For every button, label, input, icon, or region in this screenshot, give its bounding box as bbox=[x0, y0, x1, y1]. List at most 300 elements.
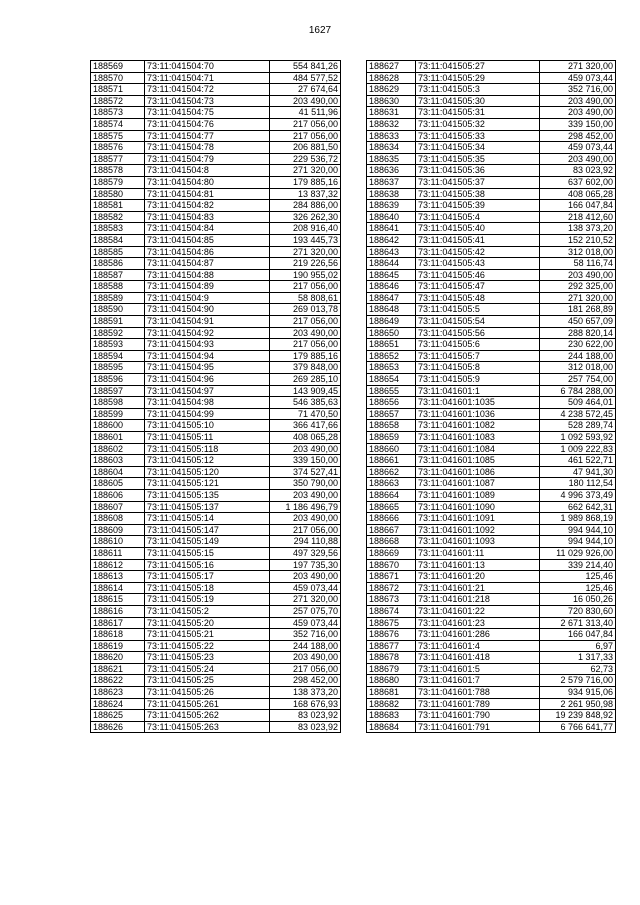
table-row bbox=[91, 61, 341, 73]
value-cell: 47 941,30 bbox=[540, 466, 616, 478]
record-number-cell: 188587 bbox=[91, 269, 145, 281]
cadastral-number-cell: 73:11:041601:418 bbox=[416, 652, 540, 664]
cadastral-number-cell: 73:11:041504:99 bbox=[145, 408, 270, 420]
record-number-cell: 188676 bbox=[367, 629, 416, 641]
value-cell: 217 056,00 bbox=[270, 281, 341, 293]
table-row bbox=[91, 513, 341, 525]
cadastral-number-cell: 73:11:041505:33 bbox=[416, 130, 540, 142]
record-number-cell: 188623 bbox=[91, 687, 145, 699]
value-cell: 217 056,00 bbox=[270, 316, 341, 328]
value-cell: 271 320,00 bbox=[270, 594, 341, 606]
cadastral-number-cell: 73:11:041601:4 bbox=[416, 640, 540, 652]
table-row bbox=[367, 374, 616, 386]
cadastral-number-cell: 73:11:041601:13 bbox=[416, 559, 540, 571]
value-cell: 528 289,74 bbox=[540, 420, 616, 432]
value-cell: 208 916,40 bbox=[270, 223, 341, 235]
value-cell: 83 023,92 bbox=[270, 721, 341, 733]
table-row bbox=[367, 594, 616, 606]
cadastral-number-cell: 73:11:041505:38 bbox=[416, 188, 540, 200]
value-cell: 271 320,00 bbox=[270, 246, 341, 258]
cadastral-number-cell: 73:11:041504:73 bbox=[145, 95, 270, 107]
table-row bbox=[367, 281, 616, 293]
record-number-cell: 188591 bbox=[91, 316, 145, 328]
record-number-cell: 188585 bbox=[91, 246, 145, 258]
record-number-cell: 188581 bbox=[91, 200, 145, 212]
value-cell: 203 490,00 bbox=[270, 513, 341, 525]
record-number-cell: 188600 bbox=[91, 420, 145, 432]
value-cell: 190 955,02 bbox=[270, 269, 341, 281]
cadastral-number-cell: 73:11:041601:790 bbox=[416, 710, 540, 722]
cadastral-number-cell: 73:11:041504:89 bbox=[145, 281, 270, 293]
table-row bbox=[367, 234, 616, 246]
value-cell: 379 848,00 bbox=[270, 362, 341, 374]
value-cell: 203 490,00 bbox=[540, 153, 616, 165]
value-cell: 197 735,30 bbox=[270, 559, 341, 571]
record-number-cell: 188648 bbox=[367, 304, 416, 316]
value-cell: 179 885,16 bbox=[270, 176, 341, 188]
cadastral-number-cell: 73:11:041505:121 bbox=[145, 478, 270, 490]
table-row bbox=[367, 443, 616, 455]
record-number-cell: 188645 bbox=[367, 269, 416, 281]
cadastral-number-cell: 73:11:041505:56 bbox=[416, 327, 540, 339]
cadastral-number-cell: 73:11:041504:86 bbox=[145, 246, 270, 258]
value-cell: 181 268,89 bbox=[540, 304, 616, 316]
value-cell: 366 417,66 bbox=[270, 420, 341, 432]
cadastral-number-cell: 73:11:041505:17 bbox=[145, 571, 270, 583]
table-row bbox=[367, 292, 616, 304]
record-number-cell: 188605 bbox=[91, 478, 145, 490]
value-cell: 257 075,70 bbox=[270, 605, 341, 617]
table-row bbox=[91, 687, 341, 699]
table-row bbox=[367, 385, 616, 397]
cadastral-number-cell: 73:11:041601:23 bbox=[416, 617, 540, 629]
cadastral-number-cell: 73:11:041505:37 bbox=[416, 176, 540, 188]
value-cell: 484 577,52 bbox=[270, 72, 341, 84]
table-row bbox=[367, 617, 616, 629]
cadastral-number-cell: 73:11:041505:16 bbox=[145, 559, 270, 571]
value-cell: 6 766 641,77 bbox=[540, 721, 616, 733]
cadastral-number-cell: 73:11:041505:54 bbox=[416, 316, 540, 328]
table-row bbox=[367, 524, 616, 536]
table-row bbox=[367, 559, 616, 571]
value-cell: 288 820,14 bbox=[540, 327, 616, 339]
record-number-cell: 188604 bbox=[91, 466, 145, 478]
table-row bbox=[367, 223, 616, 235]
value-cell: 217 056,00 bbox=[270, 663, 341, 675]
cadastral-number-cell: 73:11:041504:93 bbox=[145, 339, 270, 351]
table-row bbox=[91, 629, 341, 641]
record-number-cell: 188643 bbox=[367, 246, 416, 258]
value-cell: 450 657,09 bbox=[540, 316, 616, 328]
cadastral-number-cell: 73:11:041504:70 bbox=[145, 61, 270, 73]
value-cell: 339 150,00 bbox=[540, 118, 616, 130]
cadastral-number-cell: 73:11:041505:25 bbox=[145, 675, 270, 687]
record-number-cell: 188597 bbox=[91, 385, 145, 397]
record-number-cell: 188619 bbox=[91, 640, 145, 652]
table-row bbox=[91, 304, 341, 316]
table-row bbox=[91, 385, 341, 397]
cadastral-number-cell: 73:11:041505:118 bbox=[145, 443, 270, 455]
table-row bbox=[367, 605, 616, 617]
value-cell: 459 073,44 bbox=[540, 72, 616, 84]
record-number-cell: 188650 bbox=[367, 327, 416, 339]
value-cell: 71 470,50 bbox=[270, 408, 341, 420]
cadastral-number-cell: 73:11:041505:40 bbox=[416, 223, 540, 235]
record-number-cell: 188615 bbox=[91, 594, 145, 606]
record-number-cell: 188602 bbox=[91, 443, 145, 455]
value-cell: 408 065,28 bbox=[270, 432, 341, 444]
value-cell: 294 110,88 bbox=[270, 536, 341, 548]
record-number-cell: 188667 bbox=[367, 524, 416, 536]
table-row bbox=[367, 675, 616, 687]
value-cell: 509 464,01 bbox=[540, 397, 616, 409]
table-row bbox=[367, 710, 616, 722]
cadastral-number-cell: 73:11:041601:789 bbox=[416, 698, 540, 710]
record-number-cell: 188569 bbox=[91, 61, 145, 73]
table-row bbox=[91, 489, 341, 501]
value-cell: 4 238 572,45 bbox=[540, 408, 616, 420]
value-cell: 326 262,30 bbox=[270, 211, 341, 223]
table-row bbox=[367, 397, 616, 409]
table-row bbox=[367, 721, 616, 733]
table-row bbox=[367, 211, 616, 223]
value-cell: 6 784 288,00 bbox=[540, 385, 616, 397]
record-number-cell: 188606 bbox=[91, 489, 145, 501]
value-cell: 19 239 848,92 bbox=[540, 710, 616, 722]
value-cell: 312 018,00 bbox=[540, 246, 616, 258]
cadastral-number-cell: 73:11:041505:46 bbox=[416, 269, 540, 281]
value-cell: 271 320,00 bbox=[270, 165, 341, 177]
table-row bbox=[367, 118, 616, 130]
value-cell: 206 881,50 bbox=[270, 142, 341, 154]
record-number-cell: 188649 bbox=[367, 316, 416, 328]
cadastral-number-cell: 73:11:041505:14 bbox=[145, 513, 270, 525]
record-number-cell: 188599 bbox=[91, 408, 145, 420]
cadastral-number-cell: 73:11:041601:1084 bbox=[416, 443, 540, 455]
record-number-cell: 188609 bbox=[91, 524, 145, 536]
record-number-cell: 188630 bbox=[367, 95, 416, 107]
table-row bbox=[91, 432, 341, 444]
register-table-right bbox=[366, 60, 616, 733]
value-cell: 374 527,41 bbox=[270, 466, 341, 478]
record-number-cell: 188671 bbox=[367, 571, 416, 583]
value-cell: 292 325,00 bbox=[540, 281, 616, 293]
value-cell: 203 490,00 bbox=[270, 652, 341, 664]
record-number-cell: 188577 bbox=[91, 153, 145, 165]
cadastral-number-cell: 73:11:041601:20 bbox=[416, 571, 540, 583]
table-row bbox=[91, 408, 341, 420]
table-row bbox=[367, 547, 616, 559]
cadastral-number-cell: 73:11:041505:2 bbox=[145, 605, 270, 617]
cadastral-number-cell: 73:11:041601:1092 bbox=[416, 524, 540, 536]
table-row bbox=[91, 547, 341, 559]
record-number-cell: 188610 bbox=[91, 536, 145, 548]
record-number-cell: 188582 bbox=[91, 211, 145, 223]
cadastral-number-cell: 73:11:041505:30 bbox=[416, 95, 540, 107]
value-cell: 203 490,00 bbox=[270, 95, 341, 107]
value-cell: 6,97 bbox=[540, 640, 616, 652]
record-number-cell: 188678 bbox=[367, 652, 416, 664]
record-number-cell: 188662 bbox=[367, 466, 416, 478]
record-number-cell: 188681 bbox=[367, 687, 416, 699]
cadastral-number-cell: 73:11:041505:7 bbox=[416, 350, 540, 362]
table-row bbox=[91, 95, 341, 107]
value-cell: 217 056,00 bbox=[270, 118, 341, 130]
value-cell: 459 073,44 bbox=[270, 582, 341, 594]
record-number-cell: 188573 bbox=[91, 107, 145, 119]
value-cell: 83 023,92 bbox=[540, 165, 616, 177]
record-number-cell: 188598 bbox=[91, 397, 145, 409]
cadastral-number-cell: 73:11:041505:19 bbox=[145, 594, 270, 606]
cadastral-number-cell: 73:11:041504:88 bbox=[145, 269, 270, 281]
table-row bbox=[367, 432, 616, 444]
cadastral-number-cell: 73:11:041505:149 bbox=[145, 536, 270, 548]
cadastral-number-cell: 73:11:041505:39 bbox=[416, 200, 540, 212]
cadastral-number-cell: 73:11:041601:1086 bbox=[416, 466, 540, 478]
record-number-cell: 188621 bbox=[91, 663, 145, 675]
record-number-cell: 188590 bbox=[91, 304, 145, 316]
record-number-cell: 188640 bbox=[367, 211, 416, 223]
table-row bbox=[367, 176, 616, 188]
table-row bbox=[91, 246, 341, 258]
table-row bbox=[91, 466, 341, 478]
record-number-cell: 188611 bbox=[91, 547, 145, 559]
record-number-cell: 188639 bbox=[367, 200, 416, 212]
record-number-cell: 188584 bbox=[91, 234, 145, 246]
table-row bbox=[367, 350, 616, 362]
cadastral-number-cell: 73:11:041505:18 bbox=[145, 582, 270, 594]
value-cell: 138 373,20 bbox=[270, 687, 341, 699]
cadastral-number-cell: 73:11:041504:80 bbox=[145, 176, 270, 188]
value-cell: 58 808,61 bbox=[270, 292, 341, 304]
value-cell: 16 050,26 bbox=[540, 594, 616, 606]
register-table-left bbox=[90, 60, 341, 733]
table-row bbox=[367, 640, 616, 652]
cadastral-number-cell: 73:11:041601:1090 bbox=[416, 501, 540, 513]
cadastral-number-cell: 73:11:041505:34 bbox=[416, 142, 540, 154]
cadastral-number-cell: 73:11:041504:85 bbox=[145, 234, 270, 246]
cadastral-number-cell: 73:11:041505:12 bbox=[145, 455, 270, 467]
table-row bbox=[91, 455, 341, 467]
value-cell: 218 412,60 bbox=[540, 211, 616, 223]
value-cell: 152 210,52 bbox=[540, 234, 616, 246]
record-number-cell: 188657 bbox=[367, 408, 416, 420]
value-cell: 217 056,00 bbox=[270, 524, 341, 536]
cadastral-number-cell: 73:11:041505:15 bbox=[145, 547, 270, 559]
record-number-cell: 188614 bbox=[91, 582, 145, 594]
record-number-cell: 188588 bbox=[91, 281, 145, 293]
value-cell: 637 602,00 bbox=[540, 176, 616, 188]
value-cell: 13 837,32 bbox=[270, 188, 341, 200]
record-number-cell: 188680 bbox=[367, 675, 416, 687]
record-number-cell: 188580 bbox=[91, 188, 145, 200]
value-cell: 352 716,00 bbox=[270, 629, 341, 641]
table-row bbox=[91, 339, 341, 351]
table-row bbox=[367, 501, 616, 513]
record-number-cell: 188634 bbox=[367, 142, 416, 154]
value-cell: 271 320,00 bbox=[540, 292, 616, 304]
record-number-cell: 188579 bbox=[91, 176, 145, 188]
cadastral-number-cell: 73:11:041601:1082 bbox=[416, 420, 540, 432]
cadastral-number-cell: 73:11:041505:32 bbox=[416, 118, 540, 130]
value-cell: 459 073,44 bbox=[540, 142, 616, 154]
cadastral-number-cell: 73:11:041601:791 bbox=[416, 721, 540, 733]
table-row bbox=[91, 153, 341, 165]
cadastral-number-cell: 73:11:041505:261 bbox=[145, 698, 270, 710]
value-cell: 180 112,54 bbox=[540, 478, 616, 490]
table-row bbox=[91, 350, 341, 362]
record-number-cell: 188607 bbox=[91, 501, 145, 513]
table-row bbox=[367, 72, 616, 84]
value-cell: 41 511,96 bbox=[270, 107, 341, 119]
table-row bbox=[367, 582, 616, 594]
record-number-cell: 188684 bbox=[367, 721, 416, 733]
table-row bbox=[367, 95, 616, 107]
value-cell: 298 452,00 bbox=[270, 675, 341, 687]
table-row bbox=[91, 698, 341, 710]
cadastral-number-cell: 73:11:041601:1083 bbox=[416, 432, 540, 444]
table-row bbox=[367, 130, 616, 142]
record-number-cell: 188670 bbox=[367, 559, 416, 571]
record-number-cell: 188589 bbox=[91, 292, 145, 304]
record-number-cell: 188658 bbox=[367, 420, 416, 432]
value-cell: 83 023,92 bbox=[270, 710, 341, 722]
table-row bbox=[91, 362, 341, 374]
value-cell: 1 989 868,19 bbox=[540, 513, 616, 525]
value-cell: 168 676,93 bbox=[270, 698, 341, 710]
table-row bbox=[91, 536, 341, 548]
table-row bbox=[367, 513, 616, 525]
record-number-cell: 188583 bbox=[91, 223, 145, 235]
table-row bbox=[367, 663, 616, 675]
value-cell: 244 188,00 bbox=[270, 640, 341, 652]
cadastral-number-cell: 73:11:041601:1093 bbox=[416, 536, 540, 548]
table-row bbox=[91, 107, 341, 119]
record-number-cell: 188659 bbox=[367, 432, 416, 444]
record-number-cell: 188660 bbox=[367, 443, 416, 455]
table-row bbox=[367, 420, 616, 432]
cadastral-number-cell: 73:11:041601:21 bbox=[416, 582, 540, 594]
table-row bbox=[91, 292, 341, 304]
record-number-cell: 188663 bbox=[367, 478, 416, 490]
record-number-cell: 188677 bbox=[367, 640, 416, 652]
cadastral-number-cell: 73:11:041601:5 bbox=[416, 663, 540, 675]
record-number-cell: 188672 bbox=[367, 582, 416, 594]
value-cell: 720 830,60 bbox=[540, 605, 616, 617]
record-number-cell: 188674 bbox=[367, 605, 416, 617]
value-cell: 203 490,00 bbox=[540, 95, 616, 107]
value-cell: 138 373,20 bbox=[540, 223, 616, 235]
cadastral-number-cell: 73:11:041601:1089 bbox=[416, 489, 540, 501]
table-row bbox=[367, 200, 616, 212]
table-row bbox=[367, 571, 616, 583]
record-number-cell: 188620 bbox=[91, 652, 145, 664]
table-row bbox=[91, 142, 341, 154]
cadastral-number-cell: 73:11:041504:82 bbox=[145, 200, 270, 212]
value-cell: 1 092 593,92 bbox=[540, 432, 616, 444]
cadastral-number-cell: 73:11:041505:47 bbox=[416, 281, 540, 293]
cadastral-number-cell: 73:11:041505:5 bbox=[416, 304, 540, 316]
table-row bbox=[91, 374, 341, 386]
record-number-cell: 188638 bbox=[367, 188, 416, 200]
record-number-cell: 188682 bbox=[367, 698, 416, 710]
record-number-cell: 188626 bbox=[91, 721, 145, 733]
table-row bbox=[91, 327, 341, 339]
record-number-cell: 188655 bbox=[367, 385, 416, 397]
value-cell: 934 915,06 bbox=[540, 687, 616, 699]
value-cell: 1 317,33 bbox=[540, 652, 616, 664]
cadastral-number-cell: 73:11:041504:9 bbox=[145, 292, 270, 304]
value-cell: 125,46 bbox=[540, 571, 616, 583]
value-cell: 2 579 716,00 bbox=[540, 675, 616, 687]
table-row bbox=[367, 258, 616, 270]
value-cell: 203 490,00 bbox=[270, 489, 341, 501]
cadastral-number-cell: 73:11:041505:135 bbox=[145, 489, 270, 501]
table-row bbox=[91, 176, 341, 188]
value-cell: 27 674,64 bbox=[270, 84, 341, 96]
cadastral-number-cell: 73:11:041505:26 bbox=[145, 687, 270, 699]
table-row bbox=[91, 269, 341, 281]
table-row bbox=[367, 687, 616, 699]
cadastral-number-cell: 73:11:041505:3 bbox=[416, 84, 540, 96]
cadastral-number-cell: 73:11:041504:83 bbox=[145, 211, 270, 223]
record-number-cell: 188578 bbox=[91, 165, 145, 177]
table-row bbox=[91, 397, 341, 409]
value-cell: 217 056,00 bbox=[270, 339, 341, 351]
cadastral-number-cell: 73:11:041504:97 bbox=[145, 385, 270, 397]
value-cell: 125,46 bbox=[540, 582, 616, 594]
cadastral-number-cell: 73:11:041505:137 bbox=[145, 501, 270, 513]
cadastral-number-cell: 73:11:041505:9 bbox=[416, 374, 540, 386]
table-row bbox=[91, 652, 341, 664]
value-cell: 230 622,00 bbox=[540, 339, 616, 351]
cadastral-number-cell: 73:11:041505:262 bbox=[145, 710, 270, 722]
table-row bbox=[91, 640, 341, 652]
cadastral-number-cell: 73:11:041505:42 bbox=[416, 246, 540, 258]
table-row bbox=[91, 675, 341, 687]
table-row bbox=[367, 142, 616, 154]
value-cell: 994 944,10 bbox=[540, 524, 616, 536]
record-number-cell: 188637 bbox=[367, 176, 416, 188]
value-cell: 339 214,40 bbox=[540, 559, 616, 571]
table-row bbox=[367, 61, 616, 73]
cadastral-number-cell: 73:11:041505:43 bbox=[416, 258, 540, 270]
value-cell: 1 009 222,83 bbox=[540, 443, 616, 455]
value-cell: 271 320,00 bbox=[540, 61, 616, 73]
cadastral-number-cell: 73:11:041504:95 bbox=[145, 362, 270, 374]
cadastral-number-cell: 73:11:041505:41 bbox=[416, 234, 540, 246]
value-cell: 2 261 950,98 bbox=[540, 698, 616, 710]
value-cell: 244 188,00 bbox=[540, 350, 616, 362]
record-number-cell: 188575 bbox=[91, 130, 145, 142]
table-row bbox=[91, 316, 341, 328]
cadastral-number-cell: 73:11:041504:75 bbox=[145, 107, 270, 119]
table-row bbox=[367, 84, 616, 96]
cadastral-number-cell: 73:11:041504:72 bbox=[145, 84, 270, 96]
cadastral-number-cell: 73:11:041601:1036 bbox=[416, 408, 540, 420]
value-cell: 352 716,00 bbox=[540, 84, 616, 96]
cadastral-number-cell: 73:11:041504:87 bbox=[145, 258, 270, 270]
record-number-cell: 188576 bbox=[91, 142, 145, 154]
table-row bbox=[91, 420, 341, 432]
value-cell: 339 150,00 bbox=[270, 455, 341, 467]
record-number-cell: 188613 bbox=[91, 571, 145, 583]
record-number-cell: 188570 bbox=[91, 72, 145, 84]
value-cell: 58 116,74 bbox=[540, 258, 616, 270]
value-cell: 461 522,71 bbox=[540, 455, 616, 467]
cadastral-number-cell: 73:11:041505:10 bbox=[145, 420, 270, 432]
record-number-cell: 188628 bbox=[367, 72, 416, 84]
